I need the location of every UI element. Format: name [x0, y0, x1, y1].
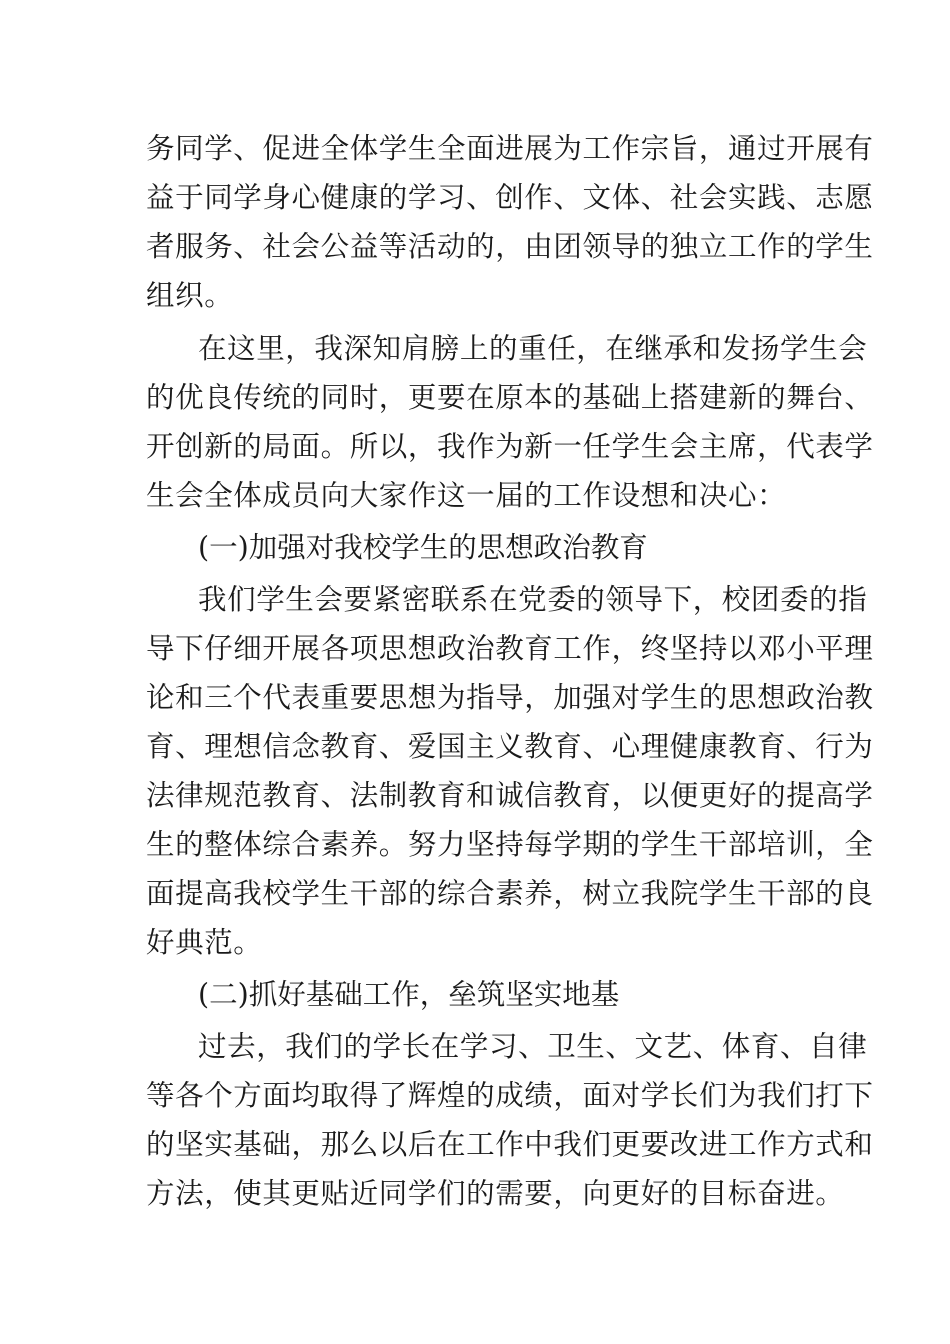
paragraph-line: 组织。: [146, 279, 234, 312]
paragraph-first-line: 过去，我们的学长在学习、卫生、文艺、体育、自律: [198, 1030, 868, 1063]
paragraph-line: 法律规范教育、法制教育和诚信教育，以便更好的提高学: [146, 779, 874, 812]
paragraph-first-line: 在这里，我深知肩膀上的重任，在继承和发扬学生会: [198, 332, 868, 365]
paragraph-first-line: 我们学生会要紧密联系在党委的领导下，校团委的指: [198, 583, 868, 616]
paragraph-line: 育、理想信念教育、爱国主义教育、心理健康教育、行为: [146, 730, 874, 763]
paragraph-line: 好典范。: [146, 926, 263, 959]
section-heading: (一)加强对我校学生的思想政治教育: [198, 531, 648, 564]
paragraph-line: 的坚实基础，那么以后在工作中我们更要改进工作方式和: [146, 1128, 874, 1161]
paragraph-line: 等各个方面均取得了辉煌的成绩，面对学长们为我们打下: [146, 1079, 874, 1112]
paragraph-line: 益于同学身心健康的学习、创作、文体、社会实践、志愿: [146, 181, 874, 214]
paragraph-line: 务同学、促进全体学生全面进展为工作宗旨，通过开展有: [146, 132, 874, 165]
paragraph-line: 导下仔细开展各项思想政治教育工作，终坚持以邓小平理: [146, 632, 874, 665]
paragraph-line: 者服务、社会公益等活动的，由团领导的独立工作的学生: [146, 230, 874, 263]
paragraph-line: 生的整体综合素养。努力坚持每学期的学生干部培训，全: [146, 828, 874, 861]
paragraph-line: 的优良传统的同时，更要在原本的基础上搭建新的舞台、: [146, 381, 874, 414]
section-heading: (二)抓好基础工作，垒筑坚实地基: [198, 978, 620, 1011]
paragraph-line: 方法，使其更贴近同学们的需要，向更好的目标奋进。: [146, 1177, 845, 1210]
paragraph-line: 开创新的局面。所以，我作为新一任学生会主席，代表学: [146, 430, 874, 463]
paragraph-line: 面提高我校学生干部的综合素养，树立我院学生干部的良: [146, 877, 874, 910]
paragraph-line: 论和三个代表重要思想为指导，加强对学生的思想政治教: [146, 681, 874, 714]
paragraph-line: 生会全体成员向大家作这一届的工作设想和决心：: [146, 479, 787, 512]
